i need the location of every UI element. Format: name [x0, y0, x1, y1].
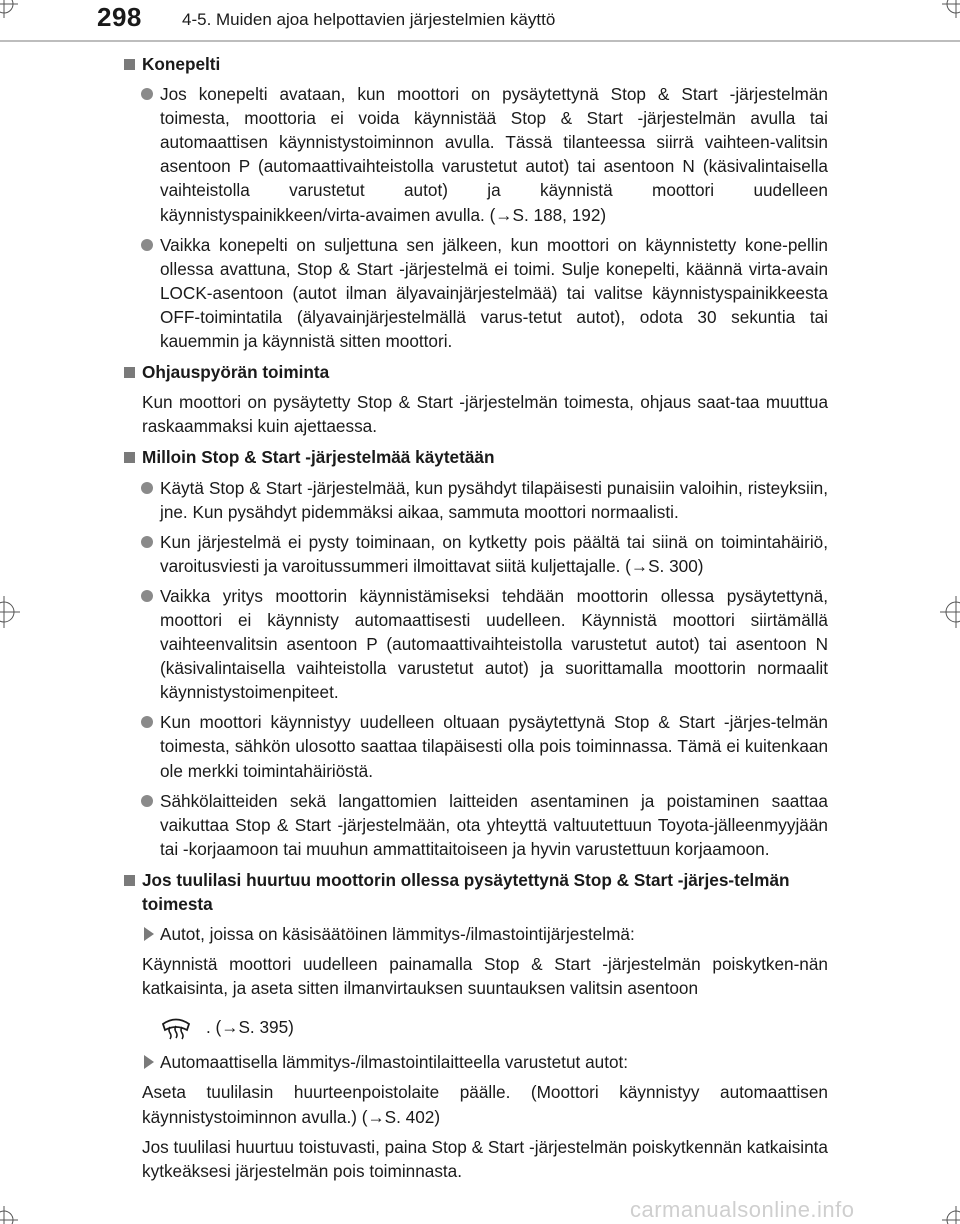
- list-item: Kun moottori käynnistyy uudelleen oltuaan pysäytettynä Stop & Start -järjes-telmän toimesta, sähkön ulosotto saattaa tilapäisesti olla pois toiminnassa. Tämä ei kuitenkaan ole merkki toimintahäiriöstä.: [122, 710, 828, 782]
- circle-bullet-icon: [141, 536, 153, 548]
- list-item: Vaikka yritys moottorin käynnistämiseksi tehdään moottorin ollessa pysäytettynä, moottori ei käynnisty automaattisesti uudelleen. Käynnistä moottori siirtämällä vaihteenvalitsin asentoon P (automaattivaihteistolla varustetut autot) tai asentoon N (käsivalintaisella vaihteistolla varustetut autot) ja suorittamalla moottorin normaalit käynnistystoimenpiteet.: [122, 584, 828, 704]
- page-reference: . (→S. 395): [206, 1017, 294, 1038]
- section-heading-kaytto: Milloin Stop & Start -järjestelmää käytetään: [122, 445, 828, 469]
- watermark: carmanualsonline.info: [630, 1197, 855, 1222]
- square-bullet-icon: [124, 367, 135, 378]
- section-heading-konepelti: Konepelti: [122, 52, 828, 76]
- section-heading-tuulilasi: Jos tuulilasi huurtuu moottorin ollessa pysäytettynä Stop & Start -järjes-telmän toimesta: [122, 868, 828, 916]
- list-item: Vaikka konepelti on suljettuna sen jälkeen, kun moottori on käynnistetty kone-pellin ollessa avattuna, Stop & Start -järjestelmä ei toimi. Sulje konepelti, käännä virta-avain LOCK-asentoon (autot ilman älyavainjärjestelmää) tai valitse käynnistyspainikkeesta OFF-toimintatila (älyavainjärjestelmällä varus-tetut autot), odota 30 sekuntia tai kauemmin ja käynnistä sitten moottori.: [122, 233, 828, 353]
- paragraph: Käynnistä moottori uudelleen painamalla Stop & Start -järjestelmän poiskytken-nän katkaisinta, ja aseta sitten ilmanvirtauksen suuntauksen valitsin asentoon: [142, 954, 828, 999]
- paragraph: Kun moottori on pysäytetty Stop & Start -järjestelmän toimesta, ohjaus saat-taa muuttua raskaammaksi kuin ajettaessa.: [142, 392, 828, 437]
- square-bullet-icon: [124, 59, 135, 70]
- defroster-reference: [122, 1010, 828, 1044]
- list-item: Autot, joissa on käsisäätöinen lämmitys-/ilmastointijärjestelmä:: [122, 922, 828, 946]
- circle-bullet-icon: [141, 590, 153, 602]
- circle-bullet-icon: [141, 482, 153, 494]
- paragraph: Jos tuulilasi huurtuu toistuvasti, paina Stop & Start -järjestelmän poiskytkennän katkaisinta kytkeäksesi järjestelmän pois toiminnasta.: [142, 1136, 828, 1181]
- page-header: [0, 0, 960, 40]
- page-number: 298: [97, 2, 142, 32]
- page-content: [122, 52, 828, 1183]
- circle-bullet-icon: [141, 239, 153, 251]
- list-item: Jos konepelti avataan, kun moottori on pysäytettynä Stop & Start -järjestelmän toimesta, moottoria ei voida käynnistää Stop & Start -järjestelmän avulla tai automaattisen käynnistystoiminnon avulla. Tässä tilanteessa siirrä vaihteen-valitsin asentoon P (automaattivaihteistolla varustetut autot) tai asentoon N (käsivalintaisella vaihteistolla varustetut autot) ja käynnistä moottori uudelleen käynnistyspainikkeen/virta-avaimen avulla. (→S. 188, 192): [122, 82, 828, 227]
- triangle-arrow-icon: [144, 1055, 154, 1069]
- list-item: Sähkölaitteiden sekä langattomien laitteiden asentaminen ja poistaminen saattaa vaikuttaa Stop & Start -järjestelmään, ota yhteyttä valtuutettuun Toyota-jälleenmyyjään tai -korjaamoon tai muuhun ammattitaitoiseen ja hyvin varustettuun korjaamoon.: [122, 789, 828, 861]
- section-title: 4-5. Muiden ajoa helpottavien järjestelmien käyttö: [182, 10, 556, 29]
- circle-bullet-icon: [141, 716, 153, 728]
- paragraph: Aseta tuulilasin huurteenpoistolaite päälle. (Moottori käynnistyy automaattisen käynnistystoiminnon avulla.) (→S. 402): [142, 1082, 828, 1127]
- square-bullet-icon: [124, 875, 135, 886]
- header-divider: [0, 40, 960, 42]
- list-item: Käytä Stop & Start -järjestelmää, kun pysähdyt tilapäisesti punaisiin valoihin, risteyksiin, jne. Kun pysähdyt pidemmäksi aikaa, sammuta moottori normaalisti.: [122, 476, 828, 524]
- triangle-arrow-icon: [144, 927, 154, 941]
- circle-bullet-icon: [141, 795, 153, 807]
- square-bullet-icon: [124, 452, 135, 463]
- section-heading-ohjaus: Ohjauspyörän toiminta: [122, 360, 828, 384]
- list-item: Automaattisella lämmitys-/ilmastointilaitteella varustetut autot:: [122, 1050, 828, 1074]
- list-item: Kun järjestelmä ei pysty toiminaan, on kytketty pois päältä tai siinä on toimintahäiriö, varoitusviesti ja varoitussummeri ilmoittavat siitä kuljettajalle. (→S. 300): [122, 530, 828, 578]
- windshield-defroster-icon: [160, 1013, 192, 1041]
- circle-bullet-icon: [141, 88, 153, 100]
